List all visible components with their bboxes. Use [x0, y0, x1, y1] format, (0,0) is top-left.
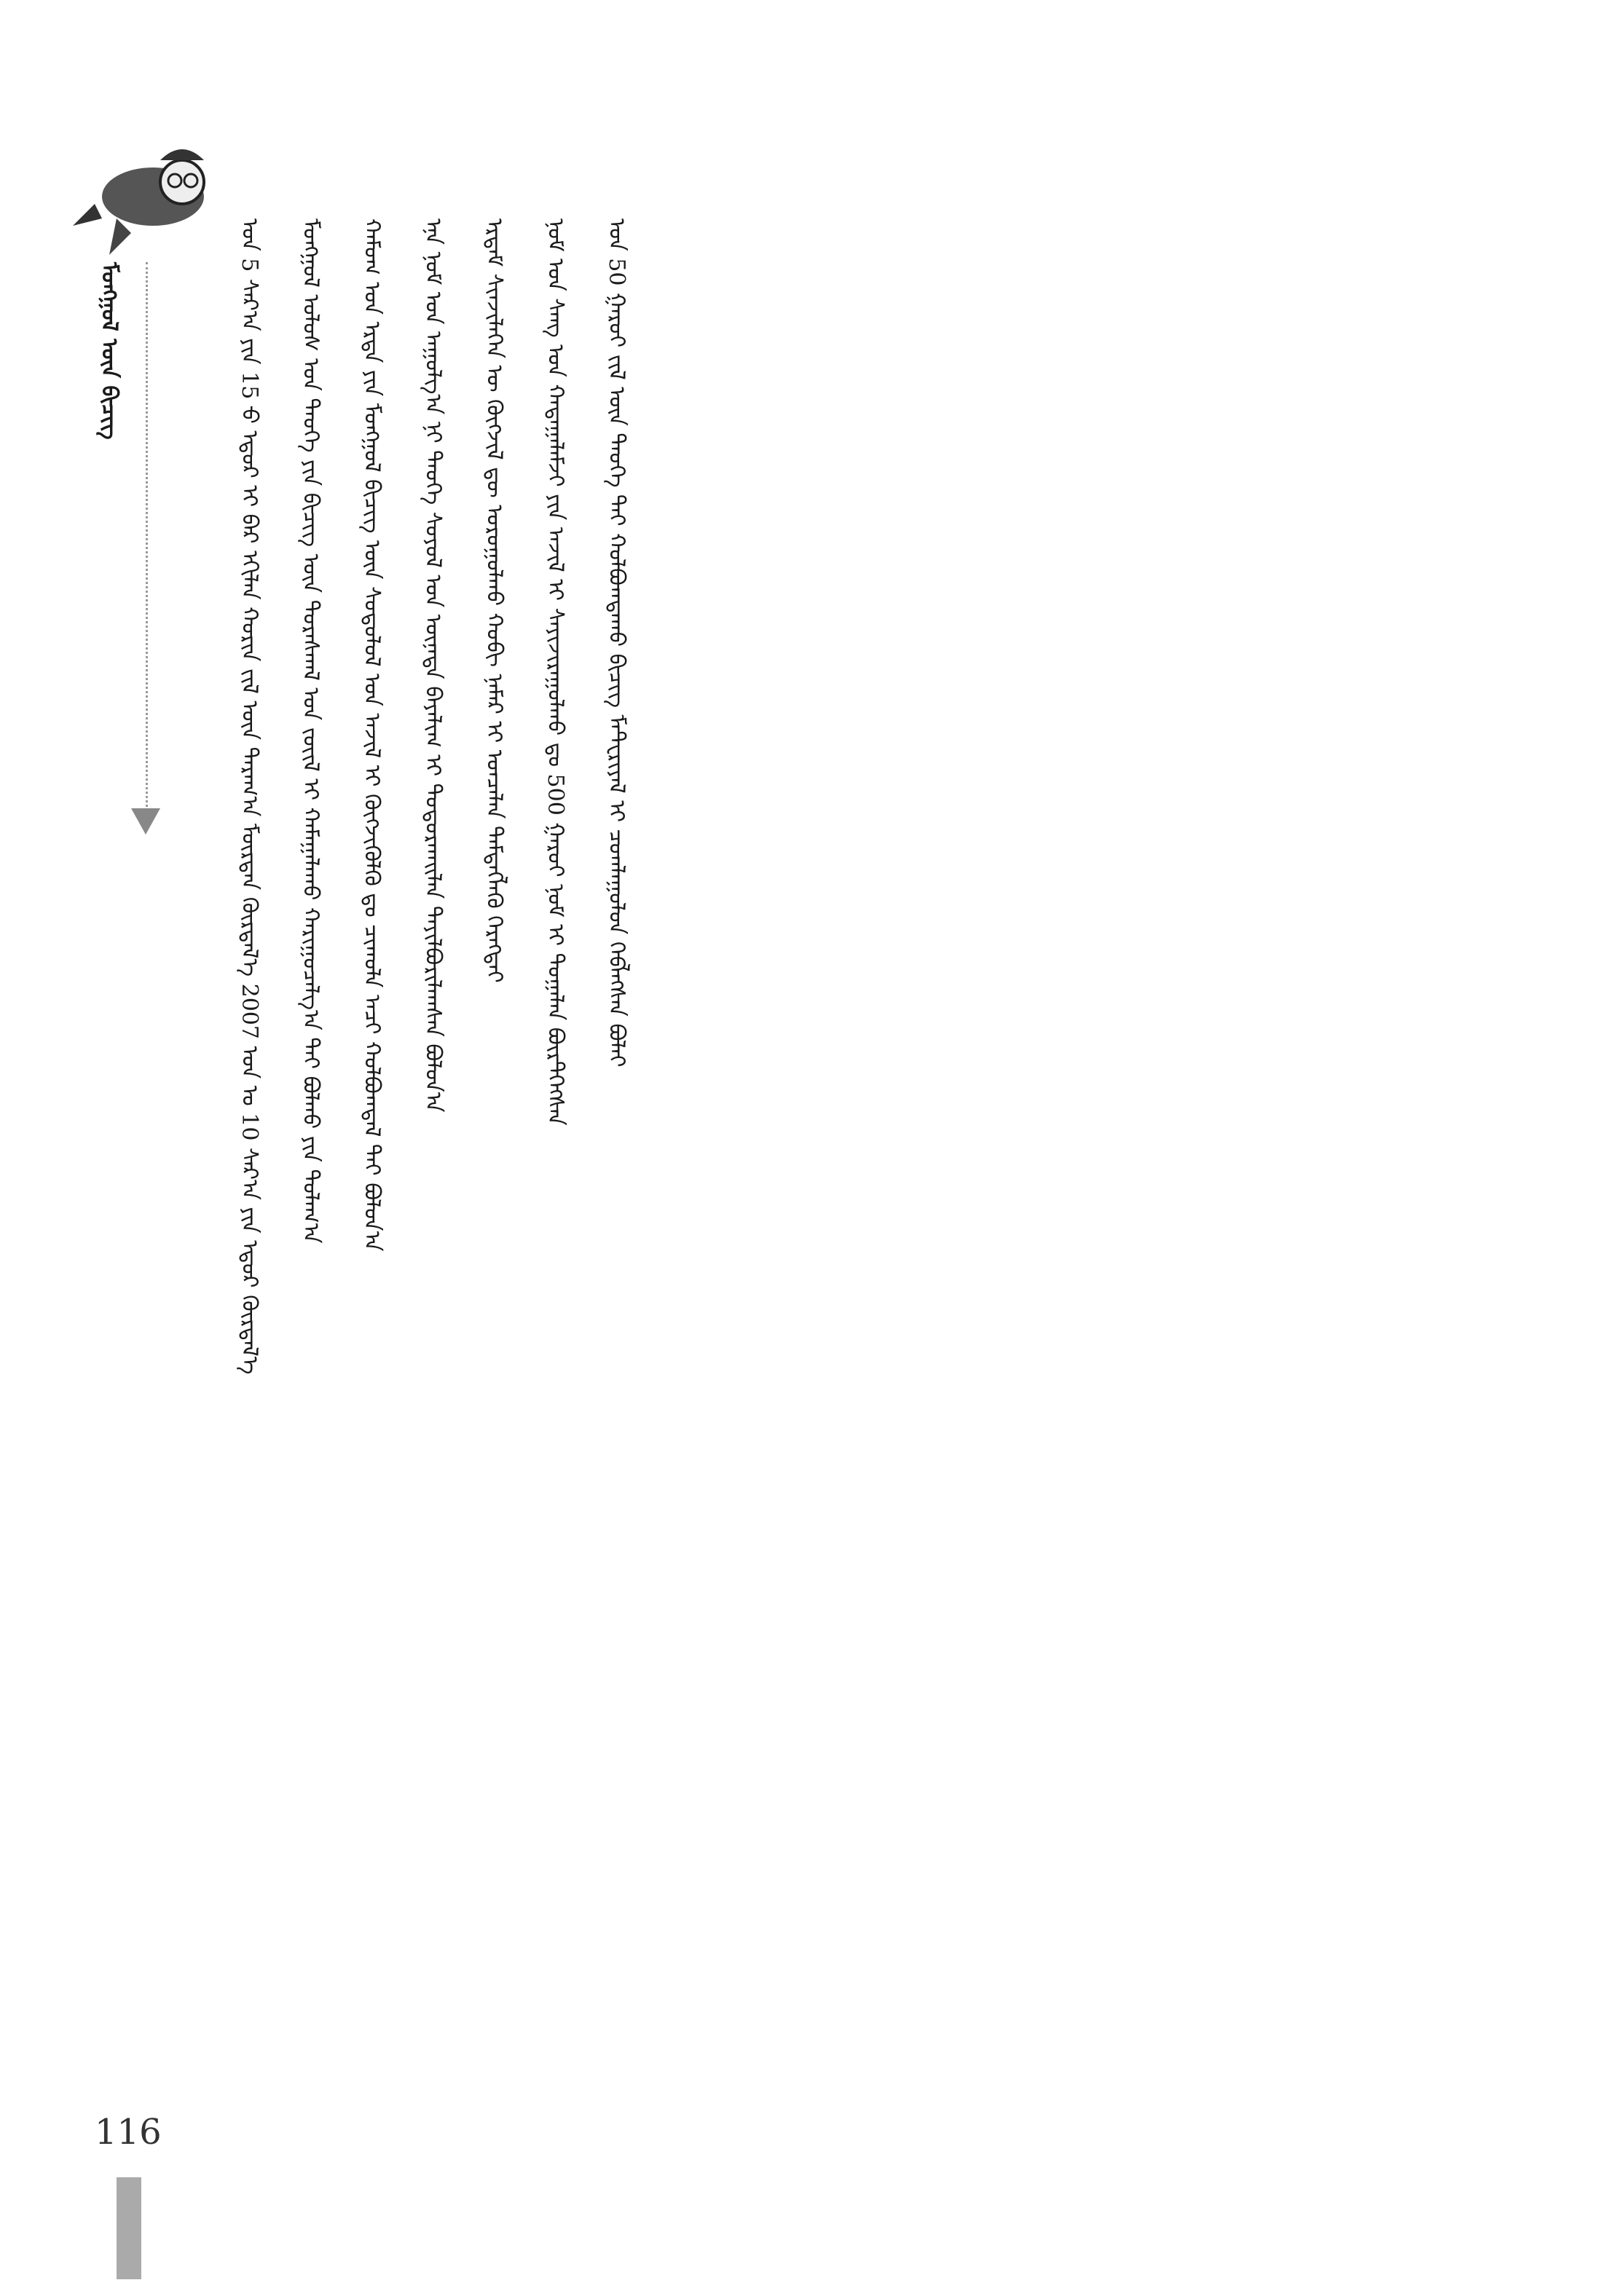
paragraph: ᠨᠣᠮ ᠤᠨ ᠰᠠᠩ ᠤᠨ ᠬᠠᠳᠠᠭᠠᠯᠠᠮᠵᠢ ᠶᠢᠨ ᠠᠵᠢᠯ ᠢ ᠰᠠᠶᠢᠵᠢᠷᠠᠭᠤᠯᠬᠤ ᠳᠤ 500 ᠭᠠᠷᠤᠢ ᠨᠣᠮ ᠢ ᠲᠣᠭᠠᠯᠠᠨ ᠪᠦᠷᠲᠭᠡᠭᠰᠡᠨ — [543, 218, 568, 1126]
running-head: ᠮᠣᠩᠭᠣᠯ ᠦᠨ ᠪᠢᠴᠢᠭ — [96, 262, 122, 440]
page-number: 116 — [95, 2112, 162, 2153]
paragraph: ᠣᠨ 50 ᠭᠠᠷᠤᠢ ᠵᠢᠯ ᠦᠨ ᠲᠡᠦᠬᠡ ᠲᠠᠢ ᠬᠣᠯᠪᠣᠭᠳᠠᠬᠤ ᠪᠢᠴᠢᠭ ᠮᠠᠲ᠋ᠸᠷᠢᠶᠠᠯ ᠢ ᠴᠤᠭᠯᠠᠭᠤᠯᠤᠨ ᠬᠡᠪᠯᠡᠭᠰᠡᠨ ᠪᠣᠯᠠᠢ — [604, 218, 629, 1068]
body-text — [219, 218, 1471, 2075]
paragraph: ᠣᠨ 5 ᠰᠠᠷ᠎ᠠ ᠶᠢᠨ 15 ᠊ᠤ ᠡᠳᠦᠷ ᠢ ᠪᠠᠷ ᠡᠬᠢᠯᠡᠨ ᠬᠣᠷᠢᠨ ᠵᠢᠯ ᠦᠨ ᠳᠠᠷᠠᠭ᠎ᠠ ᠮᠥᠷᠳᠡᠨ ᠬᠦᠷᠲᠡᠯ᠎ᠡ 2007 ᠣᠨ ᠤ 10 ᠰᠠᠷ᠎ᠠ ᠶᠢᠨ ᠡᠳᠦᠷ ᠬᠦᠷᠲᠡᠯ᠎ᠡ — [237, 218, 262, 1375]
paragraph: ᠬᠠᠮᠤᠭ ᠤᠨ ᠡᠷᠲᠡ ᠶᠢᠨ ᠮᠣᠩᠭᠣᠯ ᠪᠢᠴᠢᠭ ᠦᠨ ᠰᠤᠳᠤᠯᠤᠯ ᠤᠨ ᠠᠵᠢᠯ ᠢ ᠬᠥᠭᠵᠢᠭᠦᠯᠬᠦ ᠳᠤ ᠴᠢᠬᠤᠯᠠ ᠠᠴᠢ ᠬᠣᠯᠪᠣᠭᠳᠠᠯ ᠲᠠᠢ ᠪᠣᠯᠤᠨ᠎ᠠ — [359, 218, 385, 1252]
page-edge-bar — [117, 2177, 141, 2279]
paragraph: ᠮᠣᠩᠭᠣᠯ ᠤᠯᠤᠰ ᠤᠨ ᠲᠡᠦᠬᠡ ᠶᠢᠨ ᠪᠢᠴᠢᠭ ᠦᠨ ᠳᠤᠷᠠᠰᠬᠠᠯ ᠤᠨ ᠵᠦᠢᠯ ᠢ ᠬᠠᠮᠠᠭᠠᠯᠠᠬᠤ ᠬᠠᠷᠢᠭᠤᠴᠠᠯᠭ᠎ᠠ ᠲᠠᠢ ᠪᠣᠯᠬᠤ ᠶᠢᠨ ᠲᠤᠯᠠᠭ᠎ᠠ — [298, 218, 323, 1244]
mascot-illustration — [66, 131, 233, 269]
triangle-arrow-icon — [131, 808, 160, 835]
dotted-rule — [146, 262, 148, 816]
paragraph: ᠡᠨᠡ ᠨᠣᠮ ᠤᠨ ᠠᠭᠤᠯᠭ᠎ᠠ ᠨᠢ ᠲᠡᠦᠬᠡ ᠰᠣᠶᠣᠯ ᠤᠨ ᠦᠨᠡᠲᠡ ᠪᠠᠶᠠᠯᠢᠭ ᠢ ᠲᠣᠳᠤᠷᠬᠠᠢᠯᠠᠨ ᠲᠠᠶᠢᠯᠪᠤᠷᠢᠯᠠᠭᠰᠠᠨ ᠪᠣᠯᠤᠨ᠎ᠠ — [420, 218, 446, 1113]
paragraph: ᠡᠷᠳᠡᠮ ᠰᠢᠨᠵᠢᠯᠡᠭᠡᠨ ᠦ ᠬᠥᠭᠵᠢᠯ ᠳᠦ ᠣᠷᠣᠭᠤᠯᠬᠤ ᠬᠤᠪᠢ ᠨᠡᠮᠡᠷ ᠢ ᠣᠨᠴᠠᠯᠠᠨ ᠲᠡᠮᠳᠡᠭᠯᠡᠬᠦ ᠬᠡᠷᠡᠭᠲᠡᠢ — [481, 218, 507, 983]
